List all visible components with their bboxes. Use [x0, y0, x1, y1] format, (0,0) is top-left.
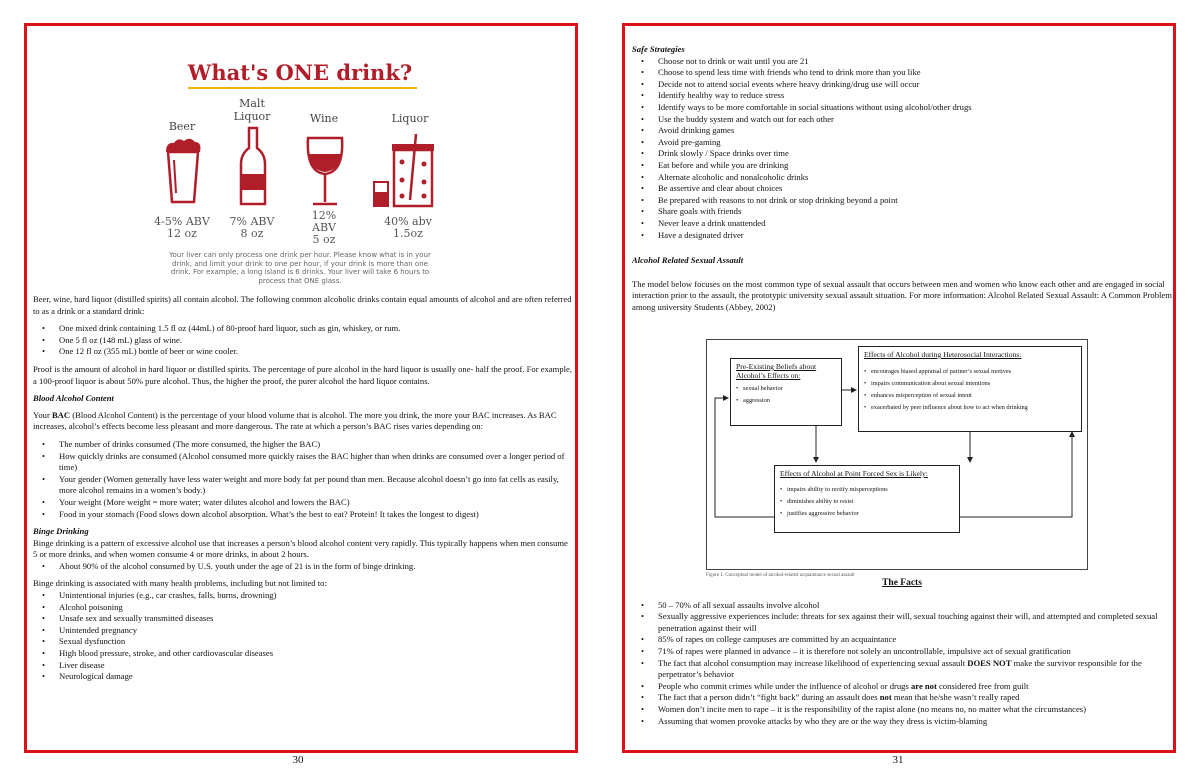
facts-heading: The Facts — [882, 578, 922, 588]
fact-item: • Assuming that women provoke attacks by who they are or the way they dress is victim-blaming — [658, 716, 1172, 728]
fact-emphasis: are not — [910, 680, 937, 691]
heterosocial-item: • exacerbated by peer influence about how to act when drinking — [864, 403, 1076, 412]
list-item: • Share goals with friends — [658, 206, 1172, 218]
list-item: • Identify ways to be more comfortable in social situations without using alcohol/other drugs — [658, 102, 1172, 114]
wine-label: Wine — [309, 112, 339, 125]
list-item: • Your weight (More weight = more water; water dilutes alcohol and lowers the BAC) — [59, 497, 573, 509]
list-item: • Drink slowly / Space drinks over time — [658, 148, 1172, 160]
intro-paragraph: Beer, wine, hard liquor (distilled spirits) all contain alcohol. The following common alcoholic drinks contain equal amounts of alcohol and are often referred to as a drink or a standard drink: — [33, 294, 572, 316]
malt-liquor-abv: 7% ABV — [229, 215, 275, 228]
list-item: • Have a designated driver — [658, 230, 1172, 242]
list-item: • Avoid drinking games — [658, 125, 1172, 137]
fact-text: The fact that a person didn’t “fight back” during an assault does — [658, 692, 880, 703]
assault-paragraph: The model below focuses on the most common type of sexual assault that occurs between men and women who know each other and are engaged in social interaction prior to the assault, the prototypic university sexual assault situation. For more information: Alcohol Related Sexual Assault: A Common Problem among university Students (Abbey, 2002) — [632, 278, 1172, 312]
heterosocial-item: • enhances misperception of sexual intent — [864, 391, 1076, 400]
liquor-stats — [376, 216, 440, 240]
list-item: • Unsafe sex and sexually transmitted diseases — [59, 613, 573, 625]
fact-item: • 85% of rapes on college campuses are committed by an acquaintance — [658, 634, 1172, 646]
forced-sex-item: • justifies aggressive behavior — [780, 509, 954, 518]
list-item: • About 90% of the alcohol consumed by U.S. youth under the age of 21 is in the form of binge drinking. — [59, 561, 573, 573]
list-item: • One 5 fl oz (148 mL) glass of wine. — [59, 335, 573, 347]
list-item: • Choose not to drink or wait until you are 21 — [658, 56, 1172, 68]
list-item: • Alternate alcoholic and nonalcoholic drinks — [658, 172, 1172, 184]
malt-liquor-stats — [222, 216, 282, 240]
fact-text: considered free from guilt — [936, 680, 1029, 691]
list-item: • One 12 fl oz (355 mL) bottle of beer or wine cooler. — [59, 346, 573, 358]
fact-item: • 50 – 70% of all sexual assaults involve alcohol — [658, 600, 1172, 612]
list-item: • Use the buddy system and watch out for each other — [658, 114, 1172, 126]
binge-stats-list — [33, 561, 573, 573]
facts-list — [632, 600, 1172, 728]
list-item: • The number of drinks consumed (The more consumed, the higher the BAC) — [59, 439, 573, 451]
right-page-body-top — [632, 44, 1172, 319]
bac-bold: BAC — [51, 409, 71, 420]
list-item: • Identify healthy way to reduce stress — [658, 90, 1172, 102]
binge-problems-intro: Binge drinking is associated with many health problems, including but not limited to: — [33, 578, 327, 589]
bac-heading: Blood Alcohol Content — [33, 393, 114, 404]
list-item: • How quickly drinks are consumed (Alcohol consumed more quickly raises the BAC higher than when drinks are consumed over a longer period of time) — [59, 451, 573, 474]
safe-strategies-heading: Safe Strategies — [632, 44, 685, 54]
liquor-jar-icon — [372, 134, 436, 208]
fact-emphasis: DOES NOT — [967, 657, 1012, 668]
list-item: • Food in your stomach (Food slows down alcohol absorption. What’s the best to eat? Protein! It takes the longest to digest) — [59, 509, 573, 521]
left-page-body — [33, 294, 573, 689]
list-item: • Unintentional injuries (e.g., car crashes, falls, burns, drowning) — [59, 590, 573, 602]
binge-problems-list — [33, 590, 573, 683]
list-item: • Eat before and while you are drinking — [658, 160, 1172, 172]
beer-stats — [150, 216, 214, 240]
fact-item — [658, 692, 1172, 704]
fact-item: • 71% of rapes were planned in advance – it is therefore not solely an uncontrollable, impulsive act of sexual gratification — [658, 646, 1172, 658]
title-underline — [188, 87, 417, 89]
beliefs-item: • sexual behavior — [736, 384, 836, 393]
page-number-left: 30 — [292, 754, 304, 766]
fact-text: People who commit crimes while under the influence of alcohol or drugs — [658, 680, 911, 691]
list-item: • Your gender (Women generally have less water weight and more body fat per pound than men. Because alcohol doesn’t go into fat cells as easily, more alcohol remains in a women’s body.) — [59, 474, 573, 497]
proof-paragraph: Proof is the amount of alcohol in hard liquor or distilled spirits. The percentage of pure alcohol in the hard liquor is usually one- half the proof. For example, a 100-proof liquor is about 50% pure alcohol. Thus, the higher the proof, the purer alcohol the hard liquor contains. — [33, 363, 572, 386]
forced-sex-title: Effects of Alcohol at Point Forced Sex is Likely: — [780, 469, 928, 478]
liver-note: Your liver can only process one drink per hour. Please know what is in your drink, and limit your drink to one per hour, if your drink is more than one drink. For example, a long island is 6 drinks. Your liver will take 6 hours to process that ONE glass. — [169, 251, 431, 285]
beer-volume: 12 oz — [167, 227, 197, 240]
list-item: • Liver disease — [59, 660, 573, 672]
list-item: • High blood pressure, stroke, and other cardiovascular diseases — [59, 648, 573, 660]
wine-glass-icon — [304, 134, 346, 208]
wine-stats — [296, 210, 352, 246]
arrow-forced-to-heterosocial — [960, 432, 1072, 517]
binge-paragraph: Binge drinking is a pattern of excessive alcohol use that increases a person’s blood alcohol content very rapidly. This typically happens when men consume 5 or more drinks, and when women consume 4 or more drinks, in about 2 hours. — [33, 537, 568, 560]
safe-strategies-list — [632, 56, 1172, 242]
bac-text: (Blood Alcohol Content) is the percentage of your blood volume that is alcohol. The more you drink, the more your BAC increases. As BAC increases, alcohol’s effects become less pleasant and more dangerous. The rate at which a person’s BAC rises varies depending on: — [33, 409, 557, 432]
one-drink-infographic — [150, 50, 450, 290]
forced-sex-item: • diminishes ability to resist — [780, 497, 954, 506]
assault-heading: Alcohol Related Sexual Assault — [632, 255, 744, 266]
list-item: • Choose to spend less time with friends who tend to drink more than you like — [658, 67, 1172, 79]
malt-liquor-label — [222, 97, 282, 123]
fact-text: mean that he/she wasn’t really raped — [891, 692, 1020, 703]
bottle-icon — [238, 126, 268, 206]
bac-paragraph — [33, 410, 573, 433]
wine-abv-unit: ABV — [312, 221, 336, 234]
standard-drinks-list — [33, 323, 573, 358]
malt-liquor-volume: 8 oz — [240, 227, 264, 240]
fact-text: The fact that alcohol consumption may increase likelihood of experiencing sexual assault — [658, 657, 968, 668]
page-number-right: 31 — [892, 754, 904, 766]
fact-emphasis: not — [879, 692, 892, 703]
heterosocial-item: • impairs communication about sexual intentions — [864, 379, 1076, 388]
infographic-title: What's ONE drink? — [187, 60, 413, 85]
wine-volume: 5 oz — [312, 233, 336, 246]
heterosocial-item: • encourages biased appraisal of partner’s sexual motives — [864, 367, 1076, 376]
assault-model-diagram — [706, 339, 1088, 570]
fact-item — [658, 658, 1172, 681]
list-item: • Be assertive and clear about choices — [658, 183, 1172, 195]
liquor-abv: 40% abv — [384, 215, 432, 228]
list-item: • Alcohol poisoning — [59, 602, 573, 614]
bac-factors-list — [33, 439, 573, 520]
heterosocial-title: Effects of Alcohol during Heterosocial Interactions: — [864, 350, 1022, 359]
diagram-arrows — [707, 340, 1087, 569]
list-item: • Be prepared with reasons to not drink or stop drinking beyond a point — [658, 195, 1172, 207]
list-item: • One mixed drink containing 1.5 fl oz (44mL) of 80-proof hard liquor, such as gin, whiskey, or rum. — [59, 323, 573, 335]
diagram-caption: Figure 1. Conceptual model of alcohol-related acquaintance sexual assault — [706, 573, 855, 578]
beliefs-title: Pre-Existing Beliefs about Alcohol’s Effects on: — [736, 362, 817, 380]
list-item: • Unintended pregnancy — [59, 625, 573, 637]
beer-glass-icon — [162, 138, 204, 204]
liquor-label: Liquor — [391, 112, 429, 125]
fact-item: • Sexually aggressive experiences include: threats for sex against their will, sexual touching against their will, and attempted and completed sexual penetration against their will — [658, 611, 1172, 634]
fact-text: make the survivor responsible for the perpetrator’s behavior — [658, 657, 1142, 680]
list-item: • Neurological damage — [59, 671, 573, 683]
beer-abv: 4-5% ABV — [154, 215, 210, 228]
list-item: • Avoid pre-gaming — [658, 137, 1172, 149]
beliefs-item: • aggression — [736, 396, 836, 405]
list-item: • Decide not to attend social events where heavy drinking/drug use will occur — [658, 79, 1172, 91]
liquor-volume: 1.5oz — [393, 227, 423, 240]
right-page-body-bottom — [632, 572, 1172, 733]
binge-heading: Binge Drinking — [33, 526, 89, 537]
malt-liquor-label-line1: Malt — [239, 97, 265, 110]
list-item: • Sexual dysfunction — [59, 636, 573, 648]
wine-abv-pct: 12% — [311, 209, 337, 222]
beer-label: Beer — [168, 120, 196, 133]
arrow-forced-to-beliefs — [715, 398, 774, 517]
malt-liquor-label-line2: Liquor — [233, 110, 271, 123]
list-item: • Never leave a drink unattended — [658, 218, 1172, 230]
fact-item: • Women don’t incite men to rape – it is the responsibility of the rapist alone (no means no, no matter what the circumstances) — [658, 704, 1172, 716]
forced-sex-item: • impairs ability to rectify misperceptions — [780, 485, 954, 494]
fact-item — [658, 681, 1172, 693]
bac-lead: Your — [33, 409, 52, 420]
